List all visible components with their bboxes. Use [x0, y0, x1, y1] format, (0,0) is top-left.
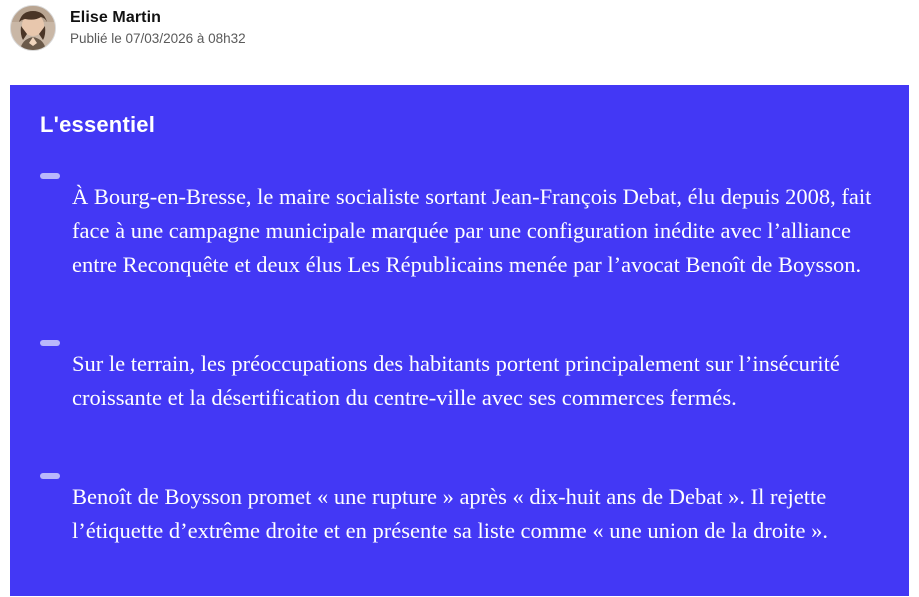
list-item — [40, 324, 879, 437]
publish-date: Publié le 07/03/2026 à 08h32 — [70, 31, 246, 46]
list-item — [40, 157, 879, 304]
article-byline — [0, 0, 919, 56]
dash-bullet-icon — [40, 473, 60, 479]
list-item — [40, 457, 879, 570]
essential-point-text: À Bourg-en-Bresse, le maire socialiste sortant Jean-François Debat, élu depuis 2008, fait face à une campagne municipale marquée par une configuration inédite avec l’alliance entre Reconquête et deux élus Les Républicains menée par l’avocat Benoît de Boysson. — [72, 183, 872, 277]
author-name[interactable]: Elise Martin — [70, 9, 162, 26]
dash-bullet-icon — [40, 173, 60, 179]
byline-text — [70, 8, 246, 48]
essentials-title: L'essentiel — [40, 112, 156, 137]
essential-point-text: Sur le terrain, les préoccupations des habitants portent principalement sur l’insécurité croissante et la désertification du centre-ville avec ses commerces fermés. — [72, 350, 840, 410]
essentials-panel — [10, 85, 909, 596]
essential-point-text: Benoît de Boysson promet « une rupture » après « dix-huit ans de Debat ». Il rejette l’étiquette d’extrême droite et en présente sa liste comme « une union de la droite ». — [72, 483, 828, 543]
avatar — [10, 5, 56, 51]
dash-bullet-icon — [40, 340, 60, 346]
